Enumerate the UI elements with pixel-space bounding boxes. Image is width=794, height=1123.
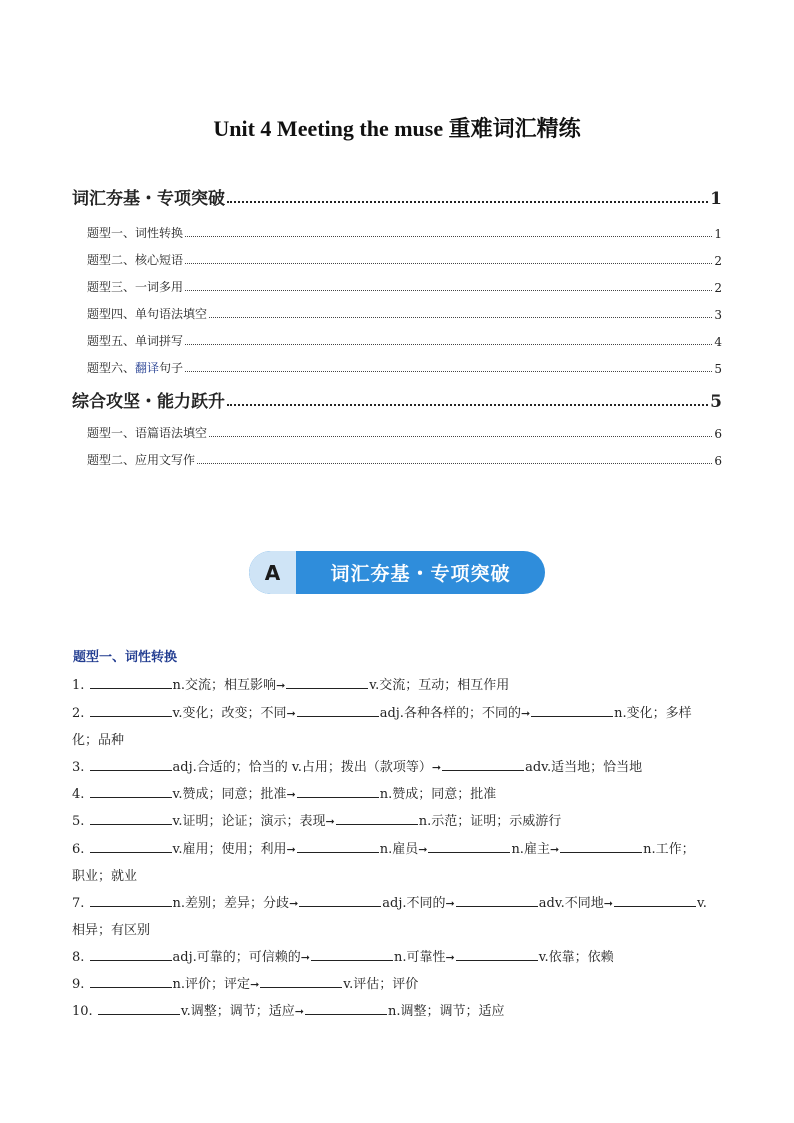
- arrow-icon: ➞: [286, 843, 296, 856]
- toc-page-number: 5: [710, 392, 722, 412]
- arrow-icon: ➞: [418, 843, 428, 856]
- question-text: v.交流；互动；相互作用: [369, 678, 510, 693]
- question-text: 化；品种: [72, 733, 125, 748]
- toc-page-number: 1: [710, 189, 722, 209]
- arrow-icon: ➞: [445, 951, 455, 964]
- banner-title: 词汇夯基・专项突破: [330, 563, 511, 585]
- toc-leader-dots: [209, 316, 712, 318]
- question-text: v.调整；调节；适应: [180, 1004, 295, 1019]
- question-text: adv.适当地；恰当地: [525, 760, 643, 775]
- question-text: v.证明；论证；演示；表现: [172, 814, 326, 829]
- question-item: [72, 890, 722, 944]
- question-text: v.: [696, 896, 707, 911]
- toc-section-label: 词汇夯基・专项突破: [72, 189, 225, 209]
- table-of-contents: [72, 181, 722, 209]
- question-item: [72, 754, 722, 781]
- answer-blank[interactable]: [90, 838, 172, 853]
- toc-item-label: 题型二、核心短语: [87, 253, 184, 267]
- question-text: v.依靠；依赖: [538, 950, 614, 965]
- toc-page-number: 3: [714, 308, 722, 322]
- answer-blank[interactable]: [614, 892, 696, 907]
- toc-item[interactable]: [72, 214, 722, 241]
- arrow-icon: ➞: [520, 707, 531, 720]
- toc-leader-dots: [185, 262, 712, 264]
- question-item: [72, 998, 722, 1025]
- toc-item[interactable]: [72, 441, 722, 468]
- question-item: [72, 836, 722, 890]
- question-text: 职业；就业: [72, 869, 138, 884]
- arrow-icon: ➞: [250, 978, 260, 991]
- question-item: [72, 672, 722, 699]
- toc-item-label: 题型一、语篇语法填空: [87, 426, 208, 440]
- arrow-icon: ➞: [286, 707, 296, 720]
- arrow-icon: ➞: [294, 1005, 304, 1018]
- question-text: v.评估；评价: [343, 977, 419, 992]
- question-number: 6.: [72, 842, 85, 857]
- answer-blank[interactable]: [336, 810, 418, 825]
- question-text: adj.可靠的；可信赖的: [172, 950, 301, 965]
- toc-page-number: 6: [714, 454, 722, 468]
- toc-leader-dots: [227, 403, 708, 406]
- answer-blank[interactable]: [90, 756, 172, 771]
- toc-section-label: 综合攻坚・能力跃升: [72, 392, 225, 412]
- question-text: adv.不同地: [538, 896, 604, 911]
- question-number: 2.: [72, 706, 85, 721]
- question-number: 1.: [72, 678, 85, 693]
- question-text: n.变化；多样: [614, 706, 692, 721]
- question-text: n.雇主: [511, 842, 550, 857]
- answer-blank[interactable]: [299, 892, 381, 907]
- question-text: n.调整；调节；适应: [387, 1004, 505, 1019]
- answer-blank[interactable]: [297, 783, 379, 798]
- question-item: [72, 808, 722, 835]
- arrow-icon: ➞: [603, 897, 613, 910]
- toc-item-label: 题型五、单词拼写: [87, 334, 184, 348]
- toc-item[interactable]: [72, 241, 722, 268]
- toc-section-2[interactable]: [72, 384, 722, 412]
- answer-blank[interactable]: [90, 810, 172, 825]
- question-text: adj.不同的: [382, 896, 446, 911]
- question-text: n.交流；相互影响: [172, 678, 277, 693]
- toc-item[interactable]: [72, 322, 722, 349]
- question-item: [72, 944, 722, 971]
- question-number: 4.: [72, 787, 85, 802]
- question-text: n.雇员: [379, 842, 419, 857]
- answer-blank[interactable]: [90, 674, 172, 689]
- toc-item[interactable]: [72, 414, 722, 441]
- toc-leader-dots: [185, 343, 712, 345]
- toc-item-label-part: 题型六、: [87, 361, 136, 375]
- toc-page-number: 4: [714, 335, 722, 349]
- arrow-icon: ➞: [445, 897, 455, 910]
- toc-item[interactable]: [72, 295, 722, 322]
- toc-section-2-wrap: [72, 384, 722, 412]
- toc-item-label-highlight: 翻译: [135, 361, 160, 375]
- toc-item-label: 题型二、应用文写作: [87, 453, 196, 467]
- question-text: n.可靠性: [394, 950, 446, 965]
- question-number: 9.: [72, 977, 85, 992]
- question-text: adj.各种各样的；不同的: [379, 706, 521, 721]
- question-number: 10.: [72, 1004, 93, 1019]
- arrow-icon: ➞: [286, 788, 296, 801]
- answer-blank[interactable]: [456, 892, 538, 907]
- question-text: adj.合适的；恰当的 v.占用；拨出（款项等）: [172, 760, 432, 775]
- question-text: n.示范；证明；示威游行: [418, 814, 562, 829]
- question-text: n.差别；差异；分歧: [172, 896, 290, 911]
- answer-blank[interactable]: [297, 838, 379, 853]
- answer-blank[interactable]: [260, 973, 342, 988]
- arrow-icon: ➞: [549, 843, 560, 856]
- arrow-icon: ➞: [300, 951, 311, 964]
- toc-item-label: 题型一、词性转换: [87, 226, 184, 240]
- question-text: v.变化；改变；不同: [172, 706, 287, 721]
- toc-leader-dots: [227, 200, 708, 203]
- toc-item-label: [87, 359, 183, 376]
- answer-blank[interactable]: [560, 838, 642, 853]
- question-number: 5.: [72, 814, 85, 829]
- answer-blank[interactable]: [456, 946, 538, 961]
- toc-leader-dots: [185, 235, 712, 237]
- toc-page-number: 5: [714, 362, 722, 376]
- toc-item-label: 题型四、单句语法填空: [87, 307, 208, 321]
- answer-blank[interactable]: [90, 702, 172, 717]
- answer-blank[interactable]: [442, 756, 524, 771]
- question-number: 3.: [72, 760, 85, 775]
- question-item: [72, 781, 722, 808]
- toc-leader-dots: [197, 462, 712, 464]
- question-text: 相异；有区别: [72, 923, 151, 938]
- answer-blank[interactable]: [90, 892, 172, 907]
- toc-section-1[interactable]: [72, 181, 722, 209]
- answer-blank[interactable]: [90, 973, 172, 988]
- banner-badge: A: [249, 551, 296, 594]
- toc-item[interactable]: [72, 268, 722, 295]
- answer-blank[interactable]: [98, 1000, 180, 1015]
- arrow-icon: ➞: [276, 679, 286, 692]
- arrow-icon: ➞: [325, 815, 335, 828]
- toc-leader-dots: [185, 289, 712, 291]
- toc-item[interactable]: [72, 349, 722, 376]
- toc-section-1-items: [72, 214, 722, 376]
- answer-blank[interactable]: [311, 946, 393, 961]
- question-text: n.评价；评定: [172, 977, 251, 992]
- question-item: [72, 971, 722, 998]
- answer-blank[interactable]: [286, 674, 368, 689]
- toc-item-label: 题型三、一词多用: [87, 280, 184, 294]
- question-text: v.雇用；使用；利用: [172, 842, 287, 857]
- question-number: 7.: [72, 896, 85, 911]
- answer-blank[interactable]: [297, 702, 379, 717]
- toc-section-2-items: [72, 414, 722, 468]
- toc-leader-dots: [185, 370, 712, 372]
- question-number: 8.: [72, 950, 85, 965]
- toc-item-label-part: 句子: [159, 361, 184, 375]
- answer-blank[interactable]: [428, 838, 510, 853]
- answer-blank[interactable]: [90, 946, 172, 961]
- question-text: n.工作；: [643, 842, 695, 857]
- toc-page-number: 1: [714, 227, 722, 241]
- section-banner: [249, 551, 545, 594]
- answer-blank[interactable]: [531, 702, 613, 717]
- question-text: v.赞成；同意；批准: [172, 787, 287, 802]
- answer-blank[interactable]: [90, 783, 172, 798]
- question-item: [72, 700, 722, 754]
- toc-leader-dots: [209, 435, 712, 437]
- toc-page-number: 2: [714, 281, 722, 295]
- document-title: Unit 4 Meeting the muse 重难词汇精练: [213, 116, 581, 141]
- question-text: n.赞成；同意；批准: [379, 787, 497, 802]
- toc-page-number: 6: [714, 427, 722, 441]
- arrow-icon: ➞: [431, 761, 442, 774]
- section-heading: 题型一、词性转换: [73, 650, 178, 665]
- toc-page-number: 2: [714, 254, 722, 268]
- arrow-icon: ➞: [289, 897, 299, 910]
- answer-blank[interactable]: [305, 1000, 387, 1015]
